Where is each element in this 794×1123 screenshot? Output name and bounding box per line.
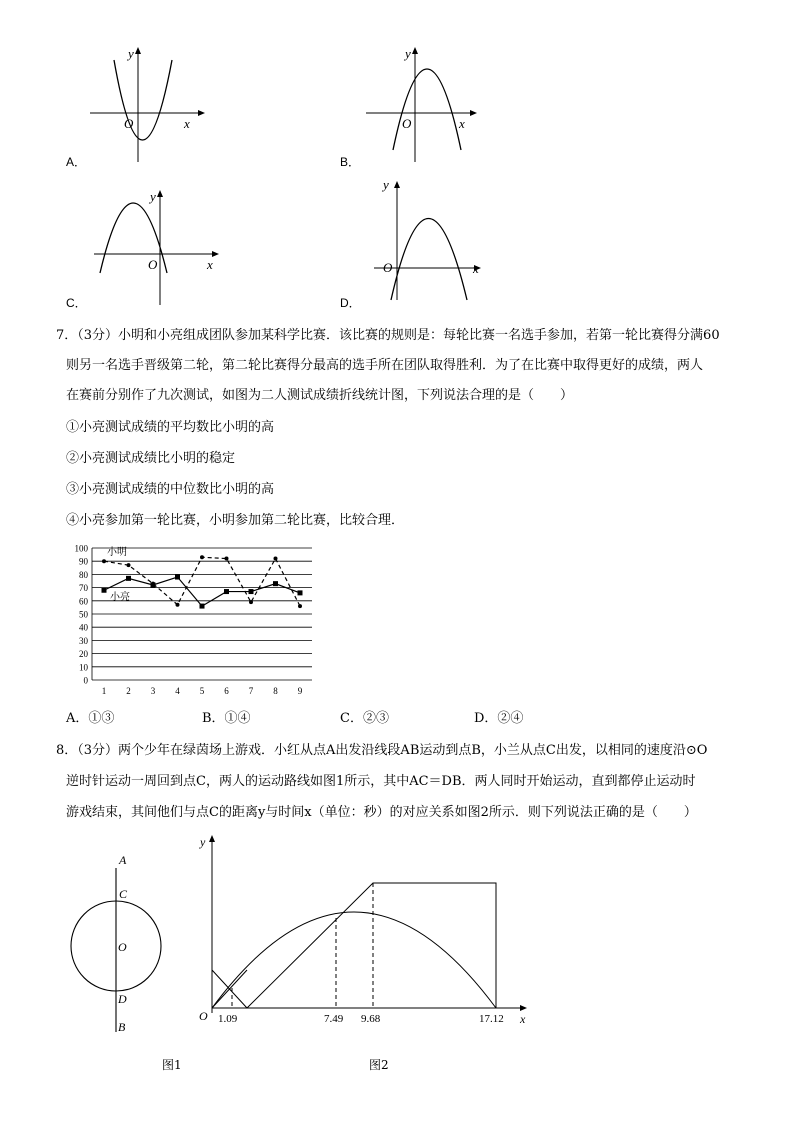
q6-option-a-label[interactable]: A． [66,155,87,169]
axis-y-label: y [383,177,389,192]
series-line-2 [104,577,300,606]
data-point-square [273,581,278,586]
y-tick-label: 20 [79,649,88,660]
q7-statement-4: ④小亮参加第一轮比赛，小明参加第二轮比赛，比较合理． [66,513,405,528]
series-label-xiaoliang: 小亮 [110,592,130,604]
figure-2-distance-time-graph [190,828,540,1028]
q6-option-b-label[interactable]: B． [340,155,361,169]
data-point-square [224,589,229,594]
axis-x-label: x [184,116,190,131]
series-line-1 [104,557,300,606]
data-point-square [200,604,205,609]
origin-label: O [148,257,158,272]
q7-statement-3: ③小亮测试成绩的中位数比小明的高 [66,482,275,497]
q7-choice-d[interactable]: D．②④ [474,711,524,726]
q8-stem-line-1: 8．（3分）两个少年在绿茵场上游戏．小红从点A出发沿线段AB运动到点B，小兰从点C出发，以相同的速度沿⊙O [56,743,708,758]
axis-y-label: y [200,835,206,849]
data-point-square [151,582,156,587]
q7-choice-b[interactable]: B．①④ [202,711,251,726]
score-line-chart [62,540,322,705]
data-point-dot [176,603,180,607]
origin-label: O [124,116,134,131]
q6-option-c-label[interactable]: C． [66,296,87,310]
q7-stem-line-2: 则另一名选手晋级第二轮，第二轮比赛得分最高的选手所在团队取得胜利．为了在比赛中取得更好的成绩，两人 [66,358,704,373]
q7-stem-line-3: 在赛前分别作了九次测试，如图为二人测试成绩折线统计图，下列说法合理的是（ ） [66,388,574,403]
y-tick-label: 0 [83,675,88,686]
data-point-square [249,589,254,594]
y-tick-label: 40 [79,622,88,633]
q6-option-b-graph [360,40,490,165]
q7-stem-line-1: 7．（3分）小明和小亮组成团队参加某科学比赛．该比赛的规则是：每轮比赛一名选手参加，若第一轮比赛得分满60 [56,328,720,343]
point-c-label: C [119,887,128,901]
q7-choice-a[interactable]: A．①③ [66,711,115,726]
q8-stem-line-3: 游戏结束，其间他们与点C的距离y与时间x（单位：秒）的对应关系如图2所示．则下列说法正确的是（ ） [66,805,697,820]
q7-choice-c[interactable]: C．②③ [340,711,389,726]
q6-option-d-label[interactable]: D． [340,296,361,310]
axis-y-label: y [128,46,134,61]
x-tick-label: 1 [101,686,107,696]
y-tick-label: 30 [79,635,88,646]
q6-option-d-graph [370,175,500,305]
data-point-square [175,575,180,580]
point-a-label: A [119,853,127,867]
q8-stem-line-2: 逆时针运动一周回到点C，两人的运动路线如图1所示，其中AC＝DB．两人同时开始运动，直到都停止运动时 [66,774,696,789]
x-tick-label: 7 [248,686,254,696]
x-tick-label: 4 [175,686,180,696]
y-tick-label: 80 [79,569,88,580]
data-point-dot [298,604,302,608]
y-tick-label: 50 [79,609,88,620]
y-tick-label: 90 [79,556,88,567]
data-point-square [102,588,107,593]
axis-y-label: y [405,46,411,61]
figure-1-circle-path [60,850,180,1035]
axis-x-label: x [520,1012,526,1026]
y-tick-label: 70 [79,583,88,594]
x-tick-label: 2 [126,686,131,696]
origin-label: O [402,116,412,131]
x-tick-label: 9 [297,686,303,696]
x-tick-label: 8 [273,686,278,696]
axis-x-label: x [207,257,213,272]
origin-label: O [199,1009,208,1023]
data-point-square [126,576,131,581]
axis-y-label: y [150,189,156,204]
figure-1-caption: 图1 [162,1058,182,1072]
series-label-xiaoming: 小明 [107,547,127,559]
tick-9-68: 9.68 [361,1013,381,1025]
data-point-dot [274,557,278,561]
q7-statement-1: ①小亮测试成绩的平均数比小明的高 [66,420,275,435]
point-o-label: O [118,940,127,954]
data-point-dot [200,555,204,559]
figure-2-caption: 图2 [369,1058,389,1072]
y-tick-label: 60 [79,596,88,607]
x-tick-label: 6 [224,686,229,696]
tick-17-12: 17.12 [479,1013,504,1025]
q7-statement-2: ②小亮测试成绩比小明的稳定 [66,451,236,466]
data-point-square [298,590,303,595]
data-point-dot [127,563,131,567]
y-tick-label: 10 [79,662,88,673]
q6-option-a-graph [80,40,210,165]
point-d-label: D [118,992,127,1006]
x-tick-label: 3 [150,686,156,696]
q6-option-c-graph [90,185,230,310]
y-tick-label: 100 [74,543,88,554]
data-point-dot [225,557,229,561]
tick-1-09: 1.09 [218,1013,238,1025]
axis-x-label: x [473,261,479,276]
data-point-dot [102,559,106,563]
point-b-label: B [118,1020,126,1034]
origin-label: O [383,260,393,275]
x-tick-label: 5 [199,686,205,696]
axis-x-label: x [459,116,465,131]
tick-7-49: 7.49 [324,1013,344,1025]
data-point-dot [249,600,253,604]
